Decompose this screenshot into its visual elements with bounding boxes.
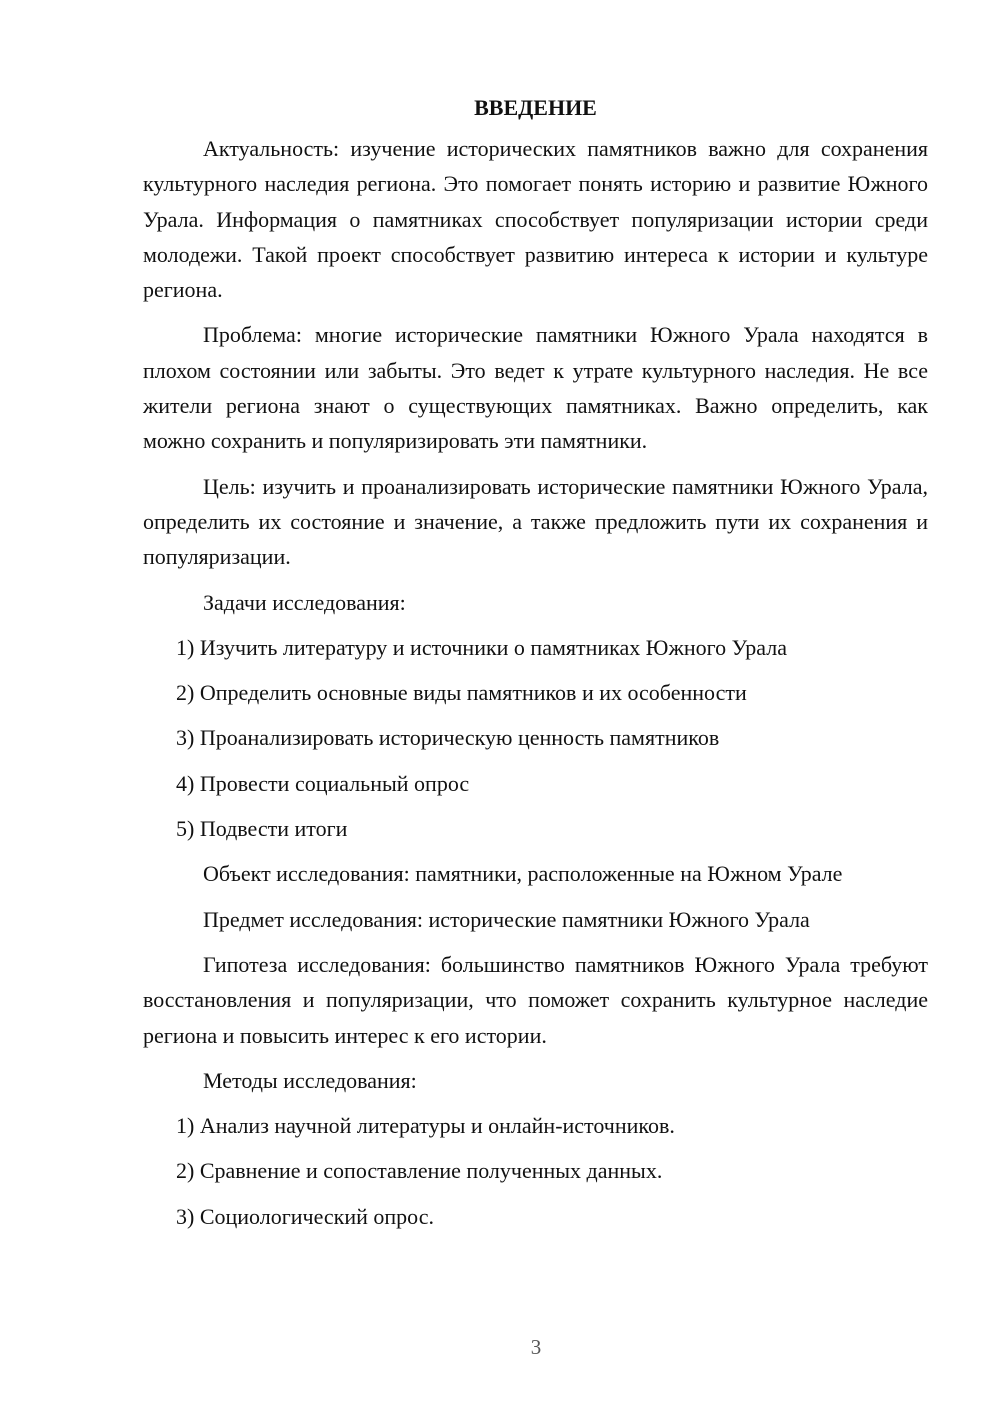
tasks-heading: Задачи исследования: [203, 589, 406, 615]
goal-paragraph: Цель: изучить и проанализировать исторические памятники Южного Урала, определить их состояние и значение, а также предложить пути их сохранения и популяризации. [143, 473, 928, 570]
subject-line: Предмет исследования: исторические памятники Южного Урала [203, 906, 810, 932]
problem-paragraph: Проблема: многие исторические памятники Южного Урала находятся в плохом состоянии или забыты. Это ведет к утрате культурного наследия. Не все жители региона знают о существующих памятниках. Важно определить, как можно сохранить и популяризировать эти памятники. [143, 322, 928, 454]
list-item: 5) Подвести итоги [176, 816, 348, 842]
list-item: 2) Сравнение и сопоставление полученных данных. [176, 1158, 663, 1184]
methods-list [143, 1108, 928, 1234]
methods-heading: Методы исследования: [203, 1067, 417, 1093]
list-item: 4) Провести социальный опрос [176, 770, 470, 796]
list-item: 2) Определить основные виды памятников и их особенности [176, 680, 747, 706]
relevance-paragraph: Актуальность: изучение исторических памятников важно для сохранения культурного наследия региона. Это помогает понять историю и развитие Южного Урала. Информация о памятниках способствует популяризации истории среди молодежи. Такой проект способствует развитию интереса к истории и культуре региона. [143, 136, 928, 303]
document-body [143, 94, 928, 1244]
list-item: 1) Анализ научной литературы и онлайн-источников. [176, 1113, 675, 1139]
tasks-list [143, 630, 928, 846]
section-title: ВВЕДЕНИЕ [474, 95, 597, 120]
hypothesis-paragraph: Гипотеза исследования: большинство памятников Южного Урала требуют восстановления и популяризации, что поможет сохранить культурное наследие региона и повысить интерес к его истории. [143, 951, 928, 1048]
object-line: Объект исследования: памятники, расположенные на Южном Урале [203, 861, 843, 887]
list-item: 3) Проанализировать историческую ценность памятников [176, 725, 720, 751]
page-number: 3 [530, 1335, 542, 1359]
list-item: 3) Социологический опрос. [176, 1203, 434, 1229]
list-item: 1) Изучить литературу и источники о памятниках Южного Урала [176, 634, 787, 660]
